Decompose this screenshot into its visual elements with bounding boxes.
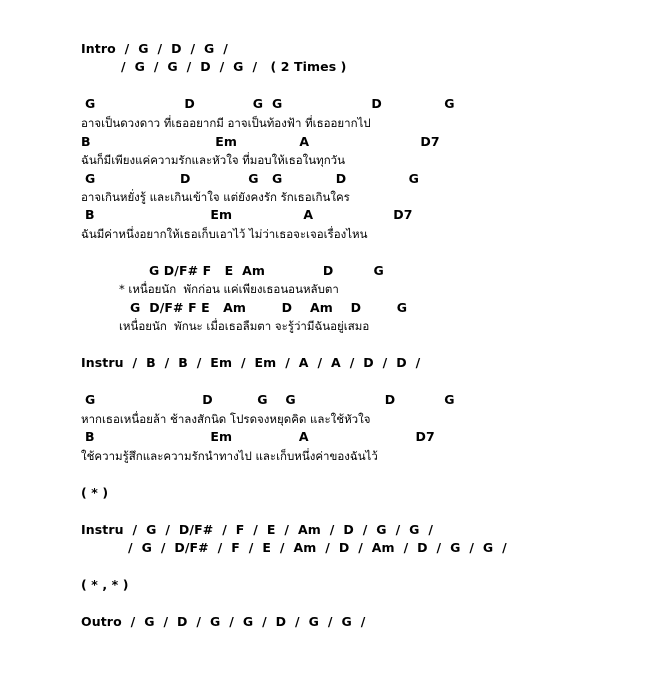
chorus-lyric-2: เหนื่อยนัก พักนะ เมื่อเธอลืมตา จะรู้ว่ามีฉันอยู่เสมอ bbox=[119, 319, 370, 333]
verse1-lyric-2: ฉันก็มีเพียงแค่ความรักและหัวใจ ที่มอบให้เธอในทุกวัน bbox=[81, 153, 345, 167]
verse1-chord-1: G D G G D G bbox=[85, 96, 455, 111]
verse2-chord-1: G D G G D G bbox=[85, 392, 455, 407]
verse2-chord-2: B Em A D7 bbox=[85, 429, 435, 444]
instru2-line-2: / G / D/F# / F / E / Am / D / Am / D / G / G / bbox=[128, 540, 507, 555]
verse1-lyric-3: อาจเกินหยั่งรู้ และเกินเข้าใจ แต่ยังคงรัก รักเธอเกินใคร bbox=[81, 190, 350, 204]
intro-line-1: Intro / G / D / G / bbox=[81, 41, 228, 56]
repeat-chorus-twice-marker: ( * , * ) bbox=[81, 577, 129, 592]
chorus-chord-1: G D/F# F E Am D G bbox=[149, 263, 384, 278]
verse1-chord-3: G D G G D G bbox=[85, 171, 419, 186]
chorus-lyric-1: * เหนื่อยนัก พักก่อน แค่เพียงเธอนอนหลับตา bbox=[119, 282, 339, 296]
verse1-chord-2: B Em A D7 bbox=[81, 134, 440, 149]
verse1-chord-4: B Em A D7 bbox=[85, 207, 413, 222]
outro-line: Outro / G / D / G / G / D / G / G / bbox=[81, 614, 366, 629]
verse2-lyric-2: ใช้ความรู้สึกและความรักนำทางไป และเก็บหนึ่งค่าของฉันไว้ bbox=[81, 449, 378, 463]
verse1-lyric-1: อาจเป็นดวงดาว ที่เธออยากมี อาจเป็นท้องฟ้า ที่เธออยากไป bbox=[81, 116, 371, 130]
verse1-lyric-4: ฉันมีค่าหนึ่งอยากให้เธอเก็บเอาไว้ ไม่ว่าเธอจะเจอเรื่องไหน bbox=[81, 227, 368, 241]
chorus-chord-2: G D/F# F E Am D Am D G bbox=[130, 300, 408, 315]
repeat-chorus-marker: ( * ) bbox=[81, 485, 109, 500]
instru-line-1: Instru / B / B / Em / Em / A / A / D / D / bbox=[81, 355, 421, 370]
intro-line-2: / G / G / D / G / ( 2 Times ) bbox=[121, 59, 347, 74]
verse2-lyric-1: หากเธอเหนื่อยล้า ช้าลงสักนิด โปรดจงหยุดคิด และใช้หัวใจ bbox=[81, 412, 371, 426]
instru2-line-1: Instru / G / D/F# / F / E / Am / D / G / G / bbox=[81, 522, 434, 537]
